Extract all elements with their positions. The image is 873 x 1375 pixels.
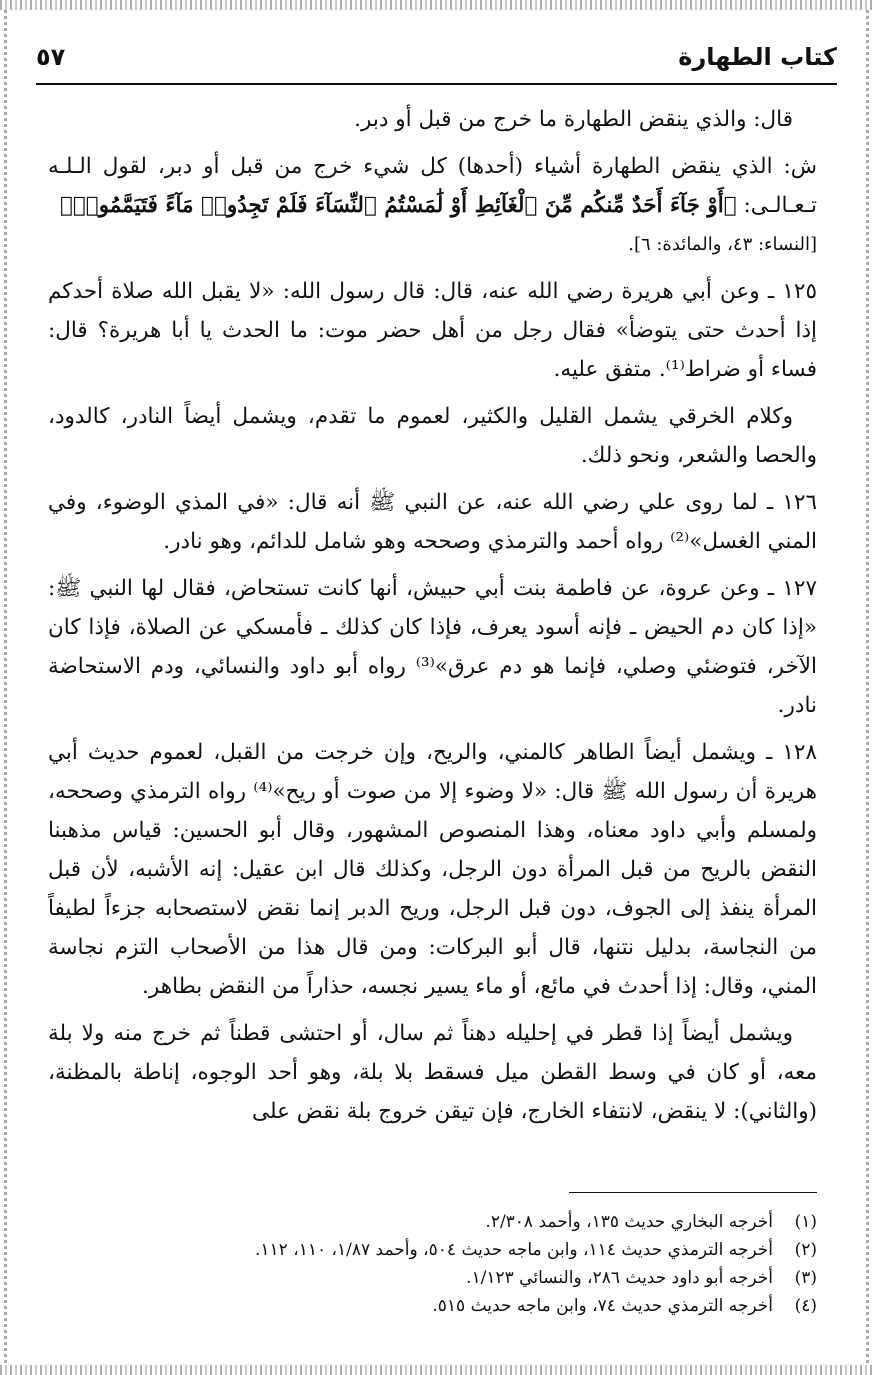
decorative-border-right	[866, 10, 869, 1365]
footnote-text: أخرجه الترمذي حديث ١١٤، وابن ماجه حديث ٥٠٤، وأحمد ١/٨٧، ١١٠، ١١٢.	[255, 1240, 773, 1260]
page-body	[48, 100, 817, 1139]
decorative-border-top	[0, 0, 873, 10]
footnote-item	[48, 1264, 817, 1292]
footnote-number: (٤)	[794, 1296, 817, 1316]
decorative-border-left	[4, 10, 7, 1365]
footnote-item	[48, 1292, 817, 1320]
footnote-text: أخرجه البخاري حديث ١٣٥، وأحمد ٢/٣٠٨.	[485, 1212, 773, 1232]
footnote-item	[48, 1208, 817, 1236]
verse-citation: [النساء: ٤٣، والمائدة: ٦].	[628, 234, 817, 255]
footnote-number: (٢)	[794, 1240, 817, 1260]
footnote-item	[48, 1236, 817, 1264]
footnote-text: أخرجه أبو داود حديث ٢٨٦، والنسائي ١/١٢٣.	[466, 1268, 773, 1288]
decorative-border-bottom	[0, 1365, 873, 1375]
paragraph-3: ١٢٥ ـ وعن أبي هريرة رضي الله عنه، قال: قال رسول الله: «لا يقبل الله صلاة أحدكم إذا أحدث حتى يتوضأ» فقال رجل من أهل حضر موت: ما الحدث يا أبا هريرة؟ قال: فساء أو ضراط⁽¹⁾. متفق عليه.	[48, 279, 817, 382]
footnote-text: أخرجه الترمذي حديث ٧٤، وابن ماجه حديث ٥١٥.	[432, 1296, 773, 1316]
footnote-rule	[569, 1192, 817, 1193]
quran-verse: ﴿أَوْ جَآءَ أَحَدٌ مِّنكُم مِّنَ ٱلْغَآئِطِ أَوْ لَٰمَسْتُمُ ٱلنِّسَآءَ فَلَمْ تَجِدُوا۟ مَآءً فَتَيَمَّمُوا۟﴾	[59, 193, 737, 218]
footnote-number: (٣)	[794, 1268, 817, 1288]
paragraph-2-text: ش: الذي ينقض الطهارة أشياء (أحدها) كل شيء خرج من قبل أو دبر، لقول الـلـه تـعـالـى:	[48, 154, 817, 218]
footnote-number: (١)	[794, 1212, 817, 1232]
paragraph-4: وكلام الخرقي يشمل القليل والكثير، لعموم ما تقدم، ويشمل أيضاً النادر، كالدود، والحصا والشعر، ونحو ذلك.	[48, 404, 817, 468]
footnotes	[48, 1208, 817, 1320]
paragraph-5: ١٢٦ ـ لما روى علي رضي الله عنه، عن النبي ﷺ أنه قال: «في المذي الوضوء، وفي المني الغسل»⁽²⁾ رواه أحمد والترمذي وصححه وهو شامل للدائم، وهو نادر.	[48, 490, 817, 554]
paragraph-8: ويشمل أيضاً إذا قطر في إحليله دهناً ثم سال، أو احتشى قطناً ثم خرج منه ولا بلة معه، أو كان في وسط القطن ميل فسقط بلا بلة، وهو أحد الوجوه، إناطة بالمظنة، (والثاني): لا ينقض، لانتفاء الخارج، فإن تيقن خروج بلة نقض على	[48, 1021, 817, 1124]
paragraph-7: ١٢٨ ـ ويشمل أيضاً الطاهر كالمني، والريح، وإن خرجت من القبل، لعموم حديث أبي هريرة أن رسول الله ﷺ قال: «لا وضوء إلا من صوت أو ريح»⁽⁴⁾ رواه الترمذي وصححه، ولمسلم وأبي داود معناه، وهذا المنصوص المشهور، وقال أبو الحسين: قياس مذهبنا النقض بالريح من قبل المرأة دون الرجل، وكذلك قال ابن عقيل: إنه الأشبه، لأن قبل المرأة ينفذ إلى الجوف، دون قبل الرجل، وريح الدبر إنما نقض لاستصحابه جزءاً لطيفاً من النجاسة، بدليل نتنها، قال أبو البركات: ومن قال هذا من الأصحاب التزم نجاسة المني، وقال: إذا أحدث في مائع، أو ماء يسير نجسه، حذاراً من النقض بطاهر.	[48, 740, 818, 999]
running-title: كتاب الطهارة	[678, 43, 837, 71]
page-number: ٥٧	[36, 43, 66, 71]
paragraph-6: ١٢٧ ـ وعن عروة، عن فاطمة بنت أبي حبيش، أنها كانت تستحاض، فقال لها النبي ﷺ: «إذا كان دم الحيض ـ فإنه أسود يعرف، فإذا كان كذلك ـ فأمسكي عن الصلاة، فإذا كان الآخر، فتوضئي وصلي، فإنما هو دم عرق»⁽³⁾ رواه أبو داود والنسائي، ودم الاستحاضة نادر.	[48, 576, 817, 718]
page-header	[36, 38, 837, 76]
paragraph-1: قال: والذي ينقض الطهارة ما خرج من قبل أو دبر.	[354, 107, 793, 132]
paragraph-2	[48, 147, 817, 264]
header-rule	[36, 83, 837, 85]
